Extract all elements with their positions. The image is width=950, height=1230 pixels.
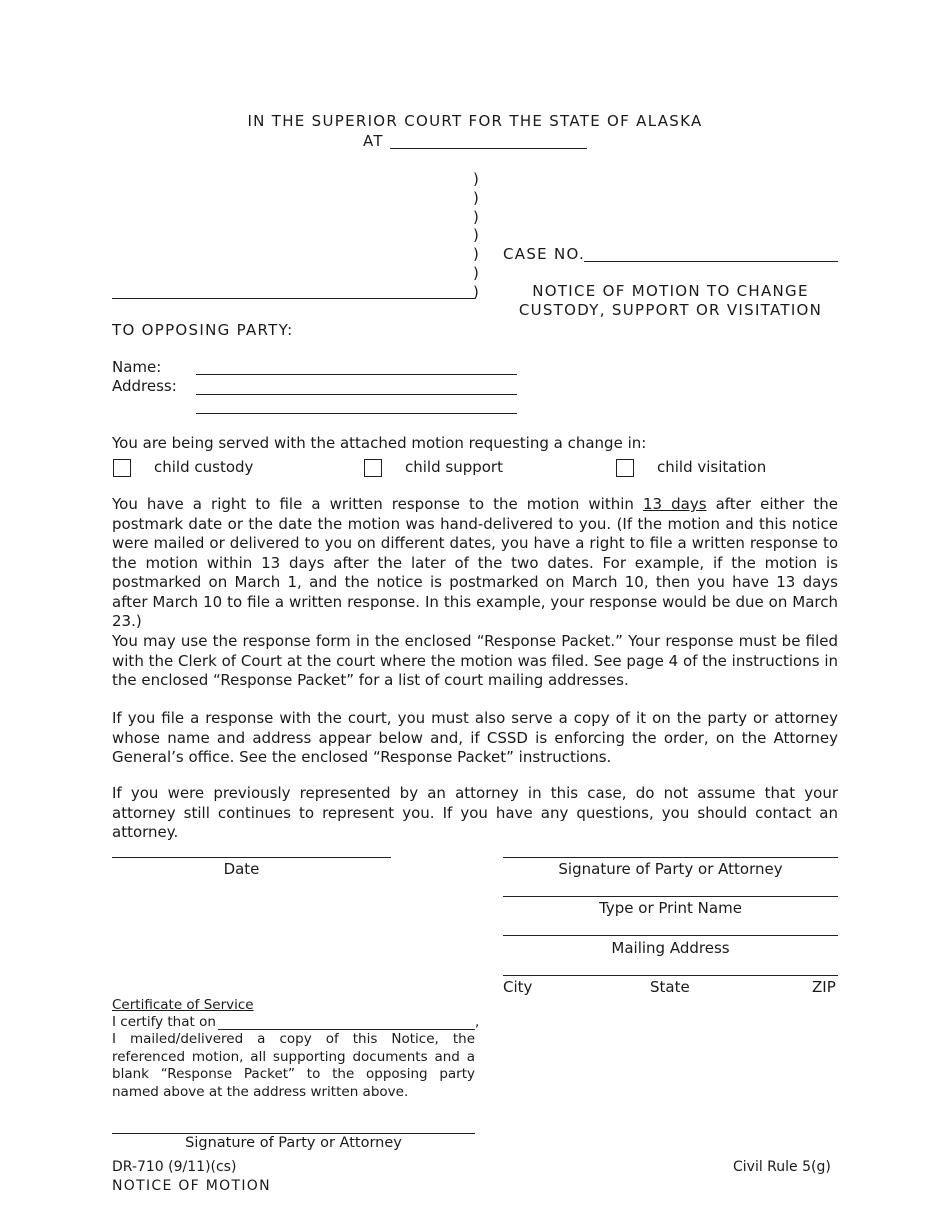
- certificate-date-field[interactable]: [218, 1029, 475, 1030]
- mailing-address-field[interactable]: [503, 935, 838, 936]
- child-support-label: child support: [405, 458, 503, 476]
- certificate-signature-field[interactable]: [112, 1133, 475, 1134]
- address-label: Address:: [112, 377, 177, 395]
- case-number-label: CASE NO.: [503, 245, 586, 263]
- print-name-label: Type or Print Name: [599, 899, 742, 917]
- date-field[interactable]: [112, 857, 391, 858]
- document-title-line2: CUSTODY, SUPPORT OR VISITATION: [518, 301, 823, 319]
- print-name-field[interactable]: [503, 896, 838, 897]
- deadline-days: 13 days: [642, 495, 707, 513]
- form-name: NOTICE OF MOTION: [112, 1178, 271, 1194]
- certificate-heading: Certificate of Service: [112, 997, 254, 1013]
- certificate-signature-label: Signature of Party or Attorney: [185, 1135, 402, 1151]
- serve-copy-paragraph: If you file a response with the court, you must also serve a copy of it on the party or attorney whose name and address appear below and, if CSSD is enforcing the order, on the Attorney General’s office. See the enclosed “Response Packet” instructions.: [112, 709, 838, 766]
- date-label: Date: [223, 860, 260, 878]
- city-state-zip-field[interactable]: [503, 975, 838, 976]
- served-intro: You are being served with the attached motion requesting a change in:: [112, 434, 647, 452]
- document-title-line1: NOTICE OF MOTION TO CHANGE: [532, 282, 809, 300]
- child-support-checkbox[interactable]: [364, 459, 382, 477]
- response-form-paragraph: You may use the response form in the enclosed “Response Packet.” Your response must be filed with the Clerk of Court at the court where the motion was filed. See page 4 of the instructions in the enclosed “Response Packet” for a list of court mailing addresses.: [112, 632, 838, 689]
- caption-parens: ) ) ) ) ) ) ): [473, 170, 479, 301]
- address-field-2[interactable]: [196, 413, 517, 414]
- civil-rule: Civil Rule 5(g): [733, 1159, 831, 1175]
- child-visitation-label: child visitation: [657, 458, 767, 476]
- court-location-field[interactable]: [390, 148, 587, 149]
- signature-label: Signature of Party or Attorney: [558, 860, 783, 878]
- name-label: Name:: [112, 358, 162, 376]
- signature-field[interactable]: [503, 857, 838, 858]
- state-label: State: [650, 978, 690, 996]
- certify-prefix: I certify that on: [112, 1014, 216, 1030]
- name-field[interactable]: [196, 374, 517, 375]
- court-heading: IN THE SUPERIOR COURT FOR THE STATE OF ALASKA: [247, 112, 703, 130]
- response-right-paragraph: You have a right to file a written response to the motion within 13 days after either the postmark date or the date the motion was hand-delivered to you. (If the motion and this notice were mailed or delivered to you on different dates, you have a right to file a written response to the motion within 13 days after the later of the two dates. For example, if the motion is postmarked on March 1, and the notice is postmarked on March 10, then you have 13 days after March 10 to file a written response. In this example, your response would be due on March 23.): [112, 495, 838, 630]
- at-label: AT: [363, 132, 384, 150]
- party-caption-field[interactable]: [112, 298, 475, 299]
- certify-comma: ,: [475, 1014, 480, 1030]
- child-custody-checkbox[interactable]: [113, 459, 131, 477]
- city-label: City: [503, 978, 533, 996]
- certificate-text: I mailed/delivered a copy of this Notice, the referenced motion, all supporting documents and a blank “Response Packet” to the opposing party named above at the address written above.: [112, 1031, 475, 1100]
- mailing-address-label: Mailing Address: [611, 939, 730, 957]
- address-field-1[interactable]: [196, 394, 517, 395]
- form-number: DR-710 (9/11)(cs): [112, 1159, 237, 1175]
- child-visitation-checkbox[interactable]: [616, 459, 634, 477]
- case-number-field[interactable]: [584, 261, 838, 262]
- attorney-paragraph: If you were previously represented by an attorney in this case, do not assume that your attorney still continues to represent you. If you have any questions, you should contact an attorney.: [112, 784, 838, 841]
- child-custody-label: child custody: [154, 458, 254, 476]
- zip-label: ZIP: [812, 978, 836, 996]
- opposing-party-heading: TO OPPOSING PARTY:: [112, 321, 294, 339]
